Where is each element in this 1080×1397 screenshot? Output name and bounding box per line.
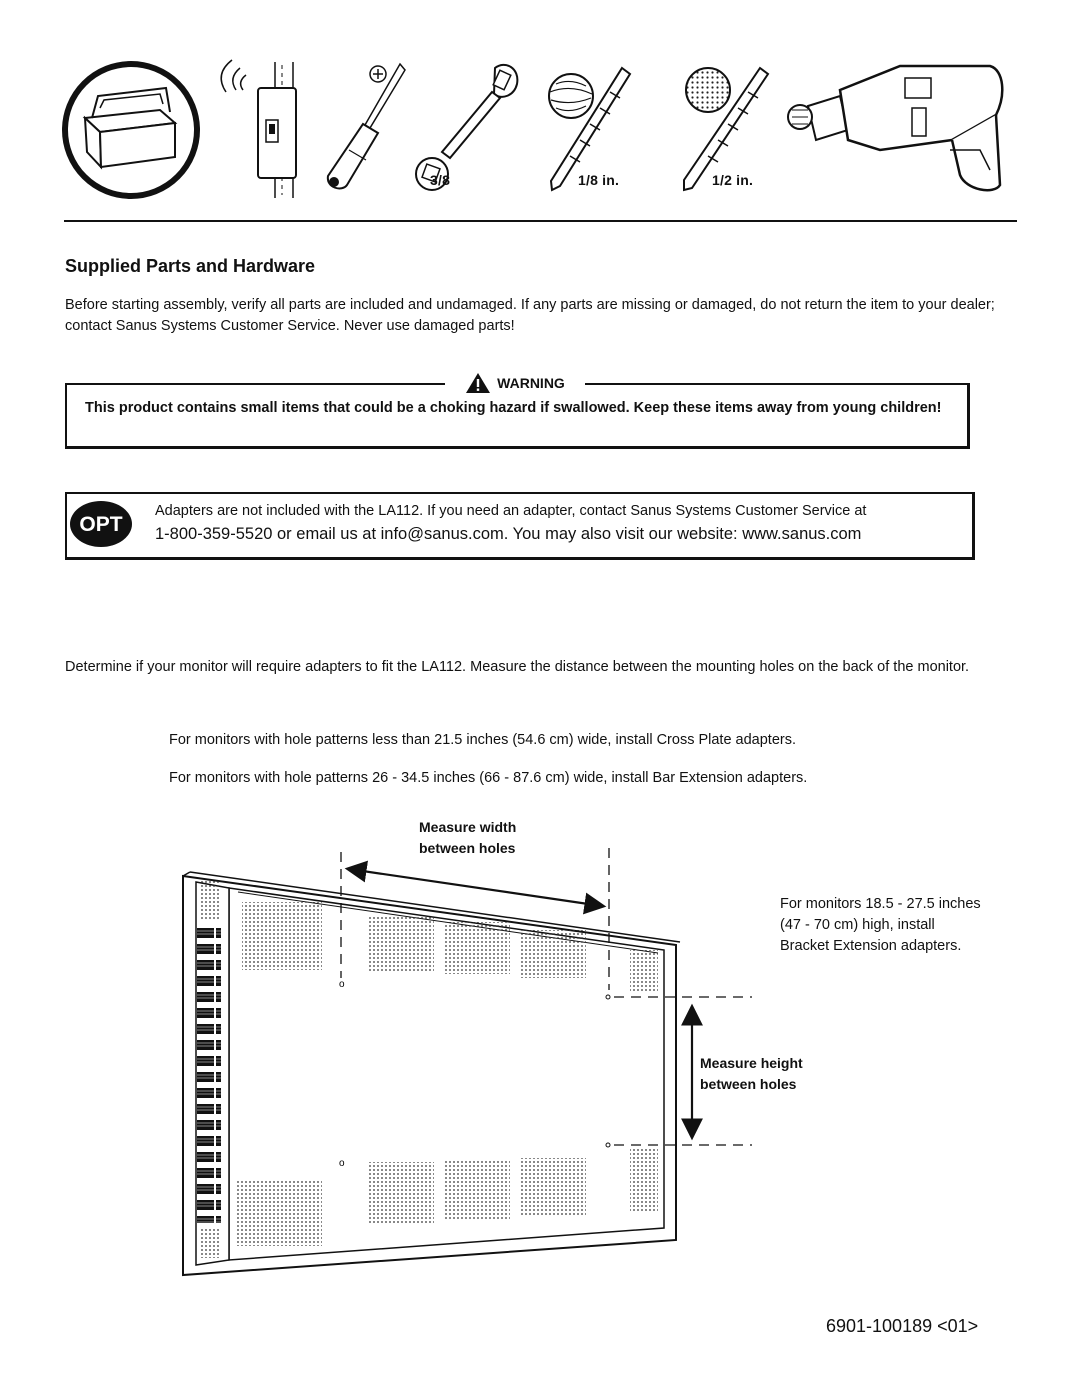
cross-plate-paragraph: For monitors with hole patterns less than 21.5 inches (54.6 cm) wide, install Cross Plate adapters. [169,732,797,748]
wood-bit-size-label: 1/8 in. [578,172,620,188]
warning-label: WARNING [497,375,565,391]
warning-text: This product contains small items that could be a choking hazard if swallowed. Keep these items away from young children! [85,400,942,416]
bar-extension-paragraph: For monitors with hole patterns 26 - 34.5 inches (66 - 87.6 cm) wide, install Bar Extension adapters. [169,770,808,786]
intro-paragraph: Before starting assembly, verify all parts are included and undamaged. If any parts are missing or damaged, do not return the item to your dealer; contact Sanus Systems Customer Service. Never use damaged parts! [65,297,995,334]
optional-text-line1: Adapters are not included with the LA112. If you need an adapter, contact Sanus Systems Customer Service at [155,503,867,519]
measure-height-label-1: Measure height [700,1055,803,1071]
measure-width-label-2: between holes [419,840,516,856]
opt-badge-label: OPT [79,513,123,536]
svg-text:o: o [339,979,345,990]
document-number: 6901-100189 <01> [826,1316,979,1336]
wrench-size-label: 3/8 [430,172,451,188]
side-vents [197,925,221,1223]
masonry-bit-size-label: 1/2 in. [712,172,754,188]
measure-height-label-2: between holes [700,1076,797,1092]
bracket-extension-note [780,894,1020,957]
determine-paragraph: Determine if your monitor will require adapters to fit the LA112. Measure the distance between the mounting holes on the back of the monitor. [65,659,970,675]
measure-width-label-1: Measure width [419,819,517,835]
optional-text-line2: 1-800-359-5520 or email us at info@sanus.com. You may also visit our website: www.sanus.com [155,525,862,543]
svg-text:o: o [339,1158,345,1169]
bracket-note-line2: (47 - 70 cm) high, install [780,917,935,933]
bracket-note-line3: Bracket Extension adapters. [780,938,962,954]
bracket-note-line1: For monitors 18.5 - 27.5 inches [780,896,981,912]
section-title: Supplied Parts and Hardware [65,256,316,276]
